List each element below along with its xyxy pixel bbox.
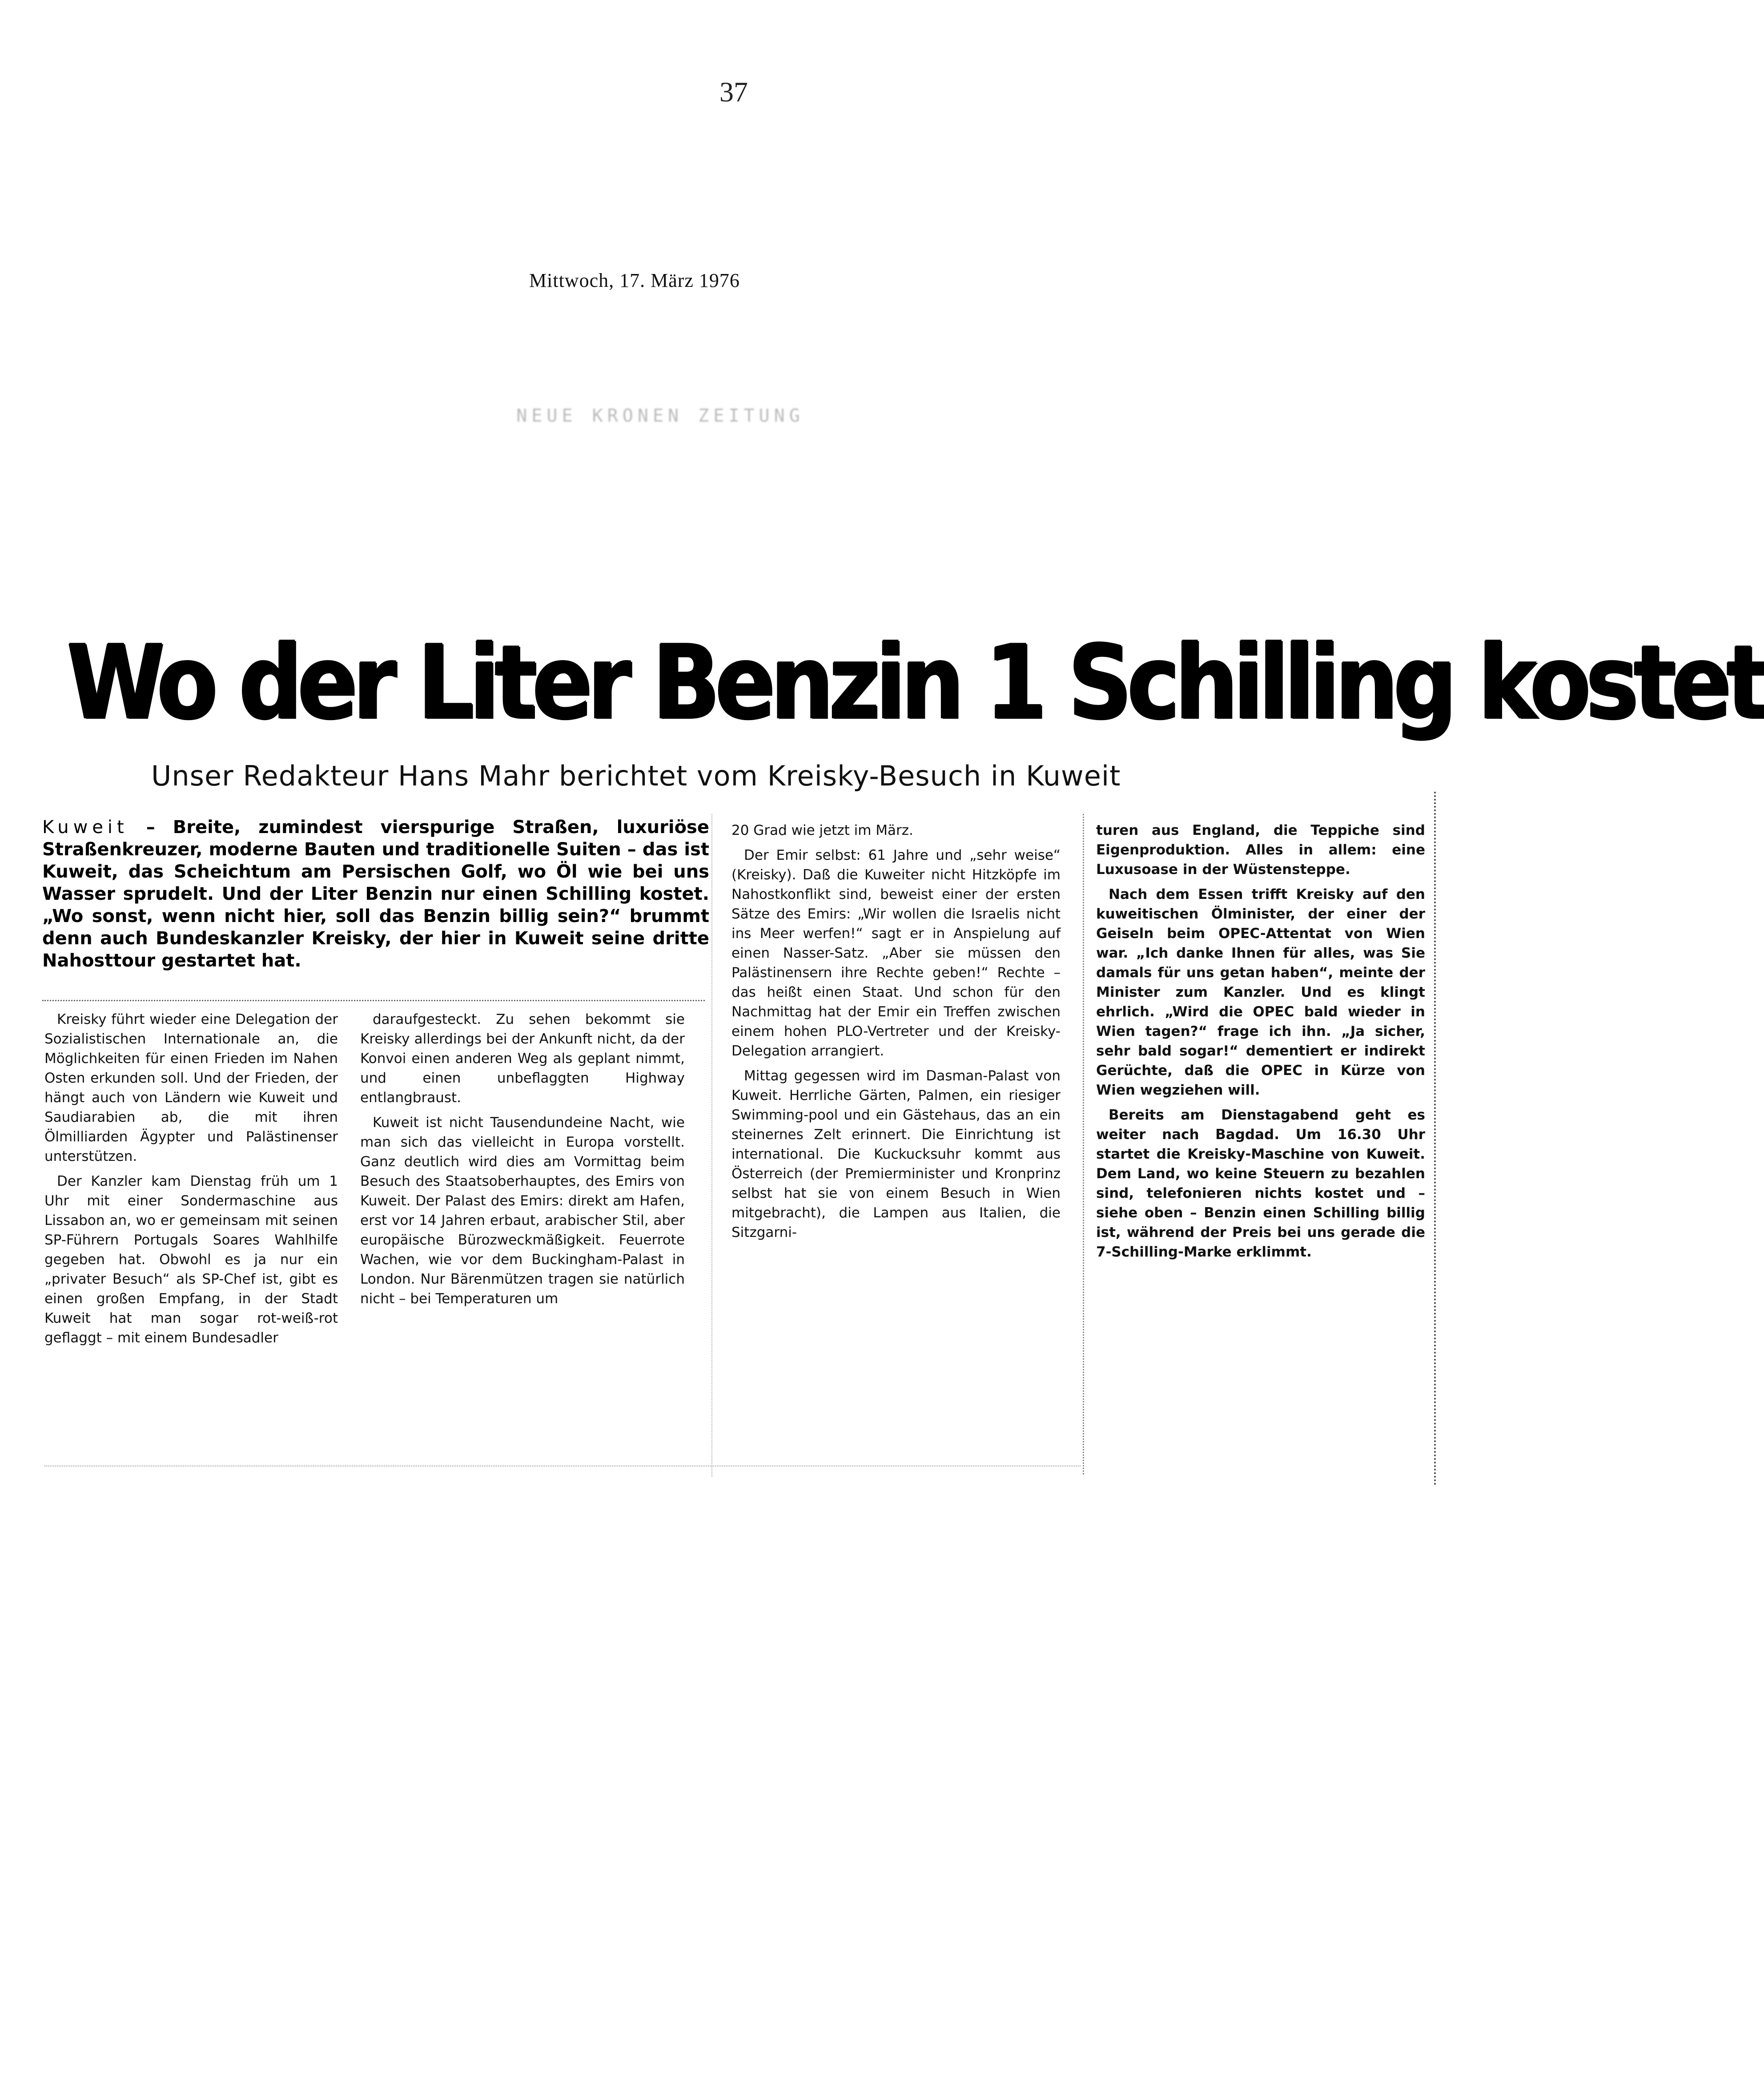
paragraph: Mittag gegessen wird im Dasman-Palast von Kuweit. Herrliche Gärten, Palmen, ein riesiger Swimming-pool und ein Gästehaus, das an ein steinernes Zelt erinnert. Die Einrichtung ist international. Die Kuckucksuhr kommt aus Österreich (der Premierminister und Kronprinz selbst hat sie von einem Besuch in Wien mitgebracht), die Lampen aus Italien, die Sitzgarni- <box>731 1068 1061 1240</box>
lead-text: – Breite, zumindest vierspurige Straßen, luxuriöse Straßenkreuzer, moderne Bauten und traditionelle Suiten – das ist Kuweit, das Scheichtum am Persischen Golf, wo Öl wie bei uns Wasser sprudelt. Und der Liter Benzin nur einen Schilling kostet. „Wo sonst, wenn nicht hier, soll das Benzin billig sein?“ brummt denn auch Bundeskanzler Kreisky, der hier in Kuweit seine dritte Nahosttour gestartet hat. <box>42 817 709 971</box>
paragraph: daraufgesteckt. Zu sehen bekommt sie Kreisky allerdings bei der Ankunft nicht, da der Konvoi einen anderen Weg als geplant nimmt, und einen unbeflaggten Highway entlangbraust. <box>360 1011 685 1106</box>
lead-divider <box>42 1000 705 1001</box>
article-column-3 <box>731 821 1061 1242</box>
paragraph: Der Kanzler kam Dienstag früh um 1 Uhr mit einer Sondermaschine aus Lissabon an, wo er gemeinsam mit seinen SP-Führern Portugals Soares Wahlhilfe gegeben hat. Obwohl es ja nur ein „privater Besuch“ als SP-Chef ist, gibt es einen großen Empfang, in der Stadt Kuweit hat man sogar rot-weiß-rot geflaggt – mit einem Bundesadler <box>44 1173 338 1346</box>
page-number: 37 <box>719 76 748 108</box>
paragraph: Nach dem Essen trifft Kreisky auf den kuweitischen Ölminister, der einer der Geiseln beim OPEC-Attentat von Wien war. „Ich danke Ihnen für alles, was Sie damals für uns getan haben“, meinte der Minister zum Kanzler. Und es klingt ehrlich. „Wird die OPEC bald wieder in Wien tagen?“ frage ich ihn. „Ja sicher, sehr bald sogar!“ dementiert er indirekt Gerüchte, daß die OPEC in Kürze von Wien wegziehen will. <box>1096 886 1425 1098</box>
paragraph: 20 Grad wie jetzt im März. <box>731 822 913 838</box>
article-lead <box>42 816 709 972</box>
paragraph: Kuweit ist nicht Tausendundeine Nacht, wie man sich das vielleicht in Europa vorstellt. Ganz deutlich wird dies am Vormittag beim Besuch des Staatsoberhauptes, des Emirs von Kuweit. Der Palast des Emirs: direkt am Hafen, erst vor 14 Jahren erbaut, arabischer Stil, aber europäische Bürozweckmäßigkeit. Feuerrote Wachen, wie vor dem Buckingham-Palast in London. Nur Bärenmützen tragen sie natürlich nicht – bei Temperaturen um <box>360 1115 685 1307</box>
article-column-2 <box>360 1010 685 1309</box>
dateline: Mittwoch, 17. März 1976 <box>529 270 740 291</box>
column-divider <box>1083 814 1084 1474</box>
article-subheadline: Unser Redakteur Hans Mahr berichtet vom Kreisky-Besuch in Kuweit <box>151 760 1121 792</box>
column-divider <box>711 814 712 1477</box>
lead-place: Kuweit <box>42 817 129 838</box>
paragraph: turen aus England, die Teppiche sind Eigenproduktion. Alles in allem: eine Luxusoase in der Wüstensteppe. <box>1096 822 1425 878</box>
clipping-edge <box>1434 792 1436 1486</box>
article-column-1 <box>44 1010 338 1348</box>
newspaper-masthead: NEUE KRONEN ZEITUNG <box>516 406 804 426</box>
paragraph: Bereits am Dienstagabend geht es weiter nach Bagdad. Um 16.30 Uhr startet die Kreisky-Maschine von Kuweit. Dem Land, wo keine Steuern zu bezahlen sind, telefonieren nichts kostet und – siehe oben – Benzin einen Schilling billig ist, während der Preis bei uns gerade die 7-Schilling-Marke erklimmt. <box>1096 1107 1425 1260</box>
article-headline: Wo der Liter Benzin 1 Schilling kostet <box>67 623 1764 742</box>
paragraph: Kreisky führt wieder eine Delegation der Sozialistischen Internationale an, die Möglichkeiten für einen Frieden im Nahen Osten erkunden soll. Und der Frieden, der hängt auch von Ländern wie Kuweit und Saudiarabien ab, die mit ihren Ölmilliarden Ägypter und Palästinenser unterstützen. <box>44 1011 338 1164</box>
paragraph: Der Emir selbst: 61 Jahre und „sehr weise“ (Kreisky). Daß die Kuweiter nicht Hitzköpfe im Nahostkonflikt sind, beweist einer der ersten Sätze des Emirs: „Wir wollen die Israelis nicht ins Meer werfen!“ sagt er in Anspielung auf einen Nasser-Satz. „Aber sie müssen den Palästinensern ihre Rechte geben!“ Rechte – das heißt einen Staat. Und schon für den Nachmittag hat der Emir ein Treffen zwischen einem hohen PLO-Vertreter und der Kreisky-Delegation arrangiert. <box>731 847 1061 1059</box>
article-column-4 <box>1096 821 1425 1262</box>
